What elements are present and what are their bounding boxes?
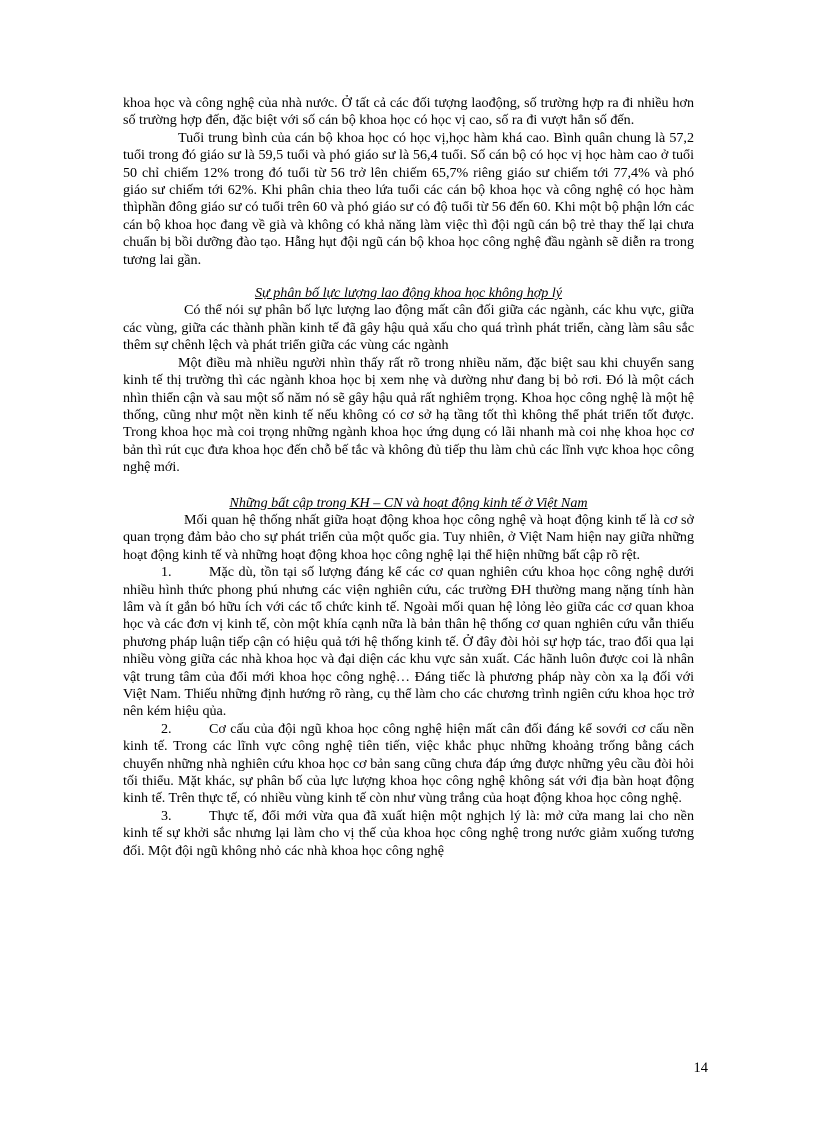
page-number: 14 bbox=[693, 1060, 708, 1076]
list-item-text: Thực tế, đổi mới vừa qua đã xuất hiện một nghịch lý là: mở cửa mang lai cho nền kinh tế sự khởi sắc nhưng lại làm cho vị thế của khoa học công nghệ trong nước giảm xuống tương đối. Một đội ngũ không nhỏ các nhà khoa học công nghệ bbox=[123, 807, 694, 859]
list-item-number: 3. bbox=[161, 807, 172, 824]
section-heading-shortcomings: Những bất cập trong KH – CN và hoạt động kinh tế ở Việt Nam bbox=[229, 494, 588, 511]
list-item bbox=[123, 721, 694, 808]
list-item-text: Cơ cấu của đội ngũ khoa học công nghệ hiện mất cân đối đáng kể sovới cơ cấu nền kinh tế. Trong các lĩnh vực công nghệ tiên tiến, việc khắc phục những khoảng trống bằng cách chuyển những nhà nghiên cứu khoa học cơ bản sang cũng chưa đáp ứng được những yêu cầu đòi hỏi tối thiểu. Mặt khác, sự phân bố của lực lượng khoa học công nghệ không sát với địa bàn hoạt động kinh tế. Trên thực tế, có nhiều vùng kinh tế còn như vùng trắng của hoạt động khoa học công nghệ. bbox=[123, 720, 694, 807]
list-item-number: 1. bbox=[161, 564, 172, 581]
list-item-number: 2. bbox=[161, 720, 172, 737]
paragraph-distribution-imbalance: Có thể nói sự phân bố lực lượng lao động mất cân đối giữa các ngành, các khu vực, giữa các vùng, giữa các thành phần kinh tế đã gây hậu quả xấu cho quá trình phát triển, càng làm sâu sắc thêm sự chênh lệch và phát triển giữa các vùng các ngành bbox=[123, 302, 694, 354]
list-item bbox=[123, 564, 694, 721]
paragraph-shortcomings-intro: Mối quan hệ thống nhất giữa hoạt động khoa học công nghệ và hoạt động kinh tế là cơ sở quan trọng đảm bảo cho sự phát triển của một quốc gia. Tuy nhiên, ở Việt Nam hiện nay giữa những hoạt động kinh tế và những hoạt động khoa học công nghệ lại thể hiện những bất cập rõ rệt. bbox=[123, 511, 694, 563]
paragraph-continuation: khoa học và công nghệ của nhà nước. Ở tất cả các đối tượng laođộng, số trường hợp ra đi nhiều hơn số trường hợp đến, đặc biệt với số cán bộ khoa học có học vị cao, số ra đi vượt hẳn số đến. bbox=[123, 95, 694, 129]
section-heading-distribution: Sự phân bố lực lượng lao động khoa học không hợp lý bbox=[254, 285, 563, 302]
list-item bbox=[123, 808, 694, 860]
list-item-text: Mặc dù, tồn tại số lượng đáng kể các cơ quan nghiên cứu khoa học công nghệ dưới nhiều hình thức phong phú nhưng các viện nghiên cứu, các trường ĐH thường mang nặng tính hàn lâm và ít gắn bó hữu ích với các tổ chức kinh tế. Ngoài mối quan hệ lỏng lẻo giữa các cơ quan khoa học và các đơn vị kinh tế, còn một khía cạnh nữa là bản thân hệ thống cơ quan nghiên cứu vẫn thiếu phương pháp luận tiếp cận có hiệu quả tới hệ thống kinh tế. Ở đây đòi hỏi sự hợp tác, trao đổi qua lại nhiều vòng giữa các nhà khoa học và đại diện các khu vực sản xuất. Các hãnh luôn được coi là nhân vật trung tâm của đổi mới khoa học công nghệ… Đáng tiếc là phương pháp này còn xa lạ đối với Việt Nam. Thiếu những định hướng rõ ràng, cụ thể làm cho các chương trình ngiên cứu khoa học trở nên kém hiệu qủa. bbox=[123, 564, 694, 720]
document-body bbox=[123, 95, 694, 860]
paragraph-science-neglected: Một điều mà nhiều người nhìn thấy rất rõ trong nhiều năm, đặc biệt sau khi chuyển sang kinh tế thị trường thì các ngành khoa học bị xem nhẹ và dường như đang bị bỏ rơi. Đó là một cách nhìn thiển cận và sau một số năm nó sẽ gây hậu quả rất nghiêm trọng. Khoa học công nghệ là một hệ thống, cũng như một nền kinh tế nếu không có cơ sở hạ tầng tốt thì không thể phát triển tốt được. Trong khoa học mà coi trọng những ngành khoa học ứng dụng có lãi nhanh mà coi nhẹ khoa học cơ bản thì rút cục đưa khoa học đến chỗ bế tắc và không đủ tiếp thu làm chủ các lĩnh vực khoa học công nghệ mới. bbox=[123, 354, 694, 476]
paragraph-age-statistics: Tuổi trung bình của cán bộ khoa học có học vị,học hàm khá cao. Bình quân chung là 57,2 tuổi trong đó giáo sư là 59,5 tuổi và phó giáo sư là 56,4 tuổi. Số cán bộ có học vị học hàm cao ở tuổi 50 chỉ chiếm 12% trong đó tuổi từ 56 trở lên chiếm 65,7% riêng giáo sư chiếm tới 77,4% và phó giáo sư chiếm tới 62%. Khi phân chia theo lứa tuổi các cán bộ khoa học và công nghệ có học hàm thìphần đông giáo sư có tuổi trên 60 và phó giáo sư có độ tuổi từ 56 đến 60. Khi một bộ phận lớn các cán bộ khoa học đang về già và không có khả năng làm việc thì đội ngũ cán bộ trẻ thay thế lại chưa chuẩn bị bồi dưỡng đào tạo. Hẫng hụt đội ngũ cán bộ khoa học công nghệ đầu ngành sẽ diễn ra trong tương lai gần. bbox=[123, 129, 694, 268]
